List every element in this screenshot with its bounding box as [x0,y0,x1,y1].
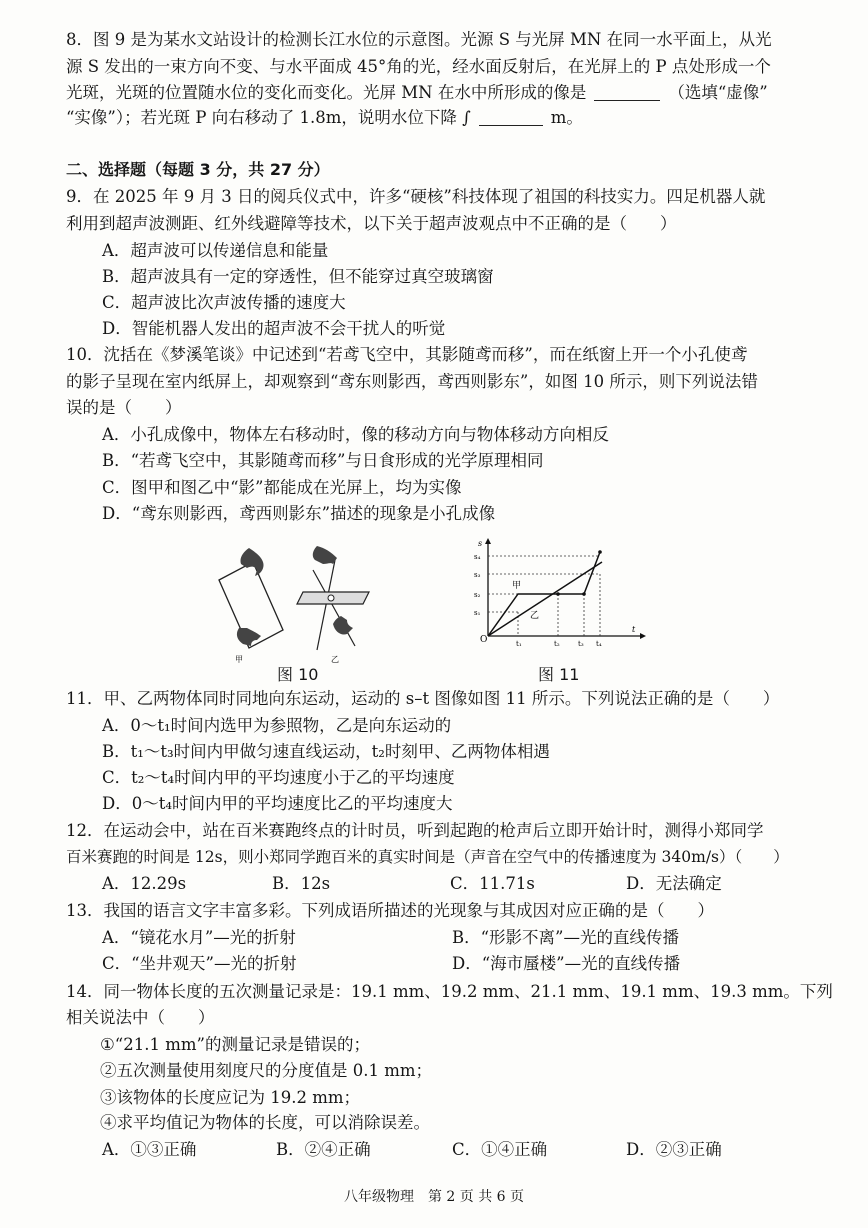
q10-option-b[interactable]: B．“若鸢飞空中，其影随鸢而移”与日食形成的光学原理相同 [102,451,544,470]
q11-option-d[interactable]: D．0～t₄时间内甲的平均速度比乙的平均速度大 [102,794,453,813]
q11-option-c[interactable]: C．t₂～t₄时间内甲的平均速度小于乙的平均速度 [102,768,455,787]
answer-blank-image-type[interactable] [594,84,660,101]
q8-line-4 [66,107,828,129]
kite-bird-icon-2 [313,546,337,564]
q14-option-a[interactable]: A．①③正确 [102,1140,197,1159]
q12-option-b[interactable]: B．12s [272,874,331,893]
q10-stem-1: 10．沈括在《梦溪笔谈》中记述到“若鸢飞空中，其影随鸢而移”，而在纸窗上开一个小孔使鸢 [66,345,748,364]
q14-item-4: ④求平均值记为物体的长度，可以消除误差。 [100,1113,430,1132]
figure-10-yi [297,546,369,664]
x-axis-label: t [632,625,636,634]
figure-10-pinhole [205,540,385,665]
q9-option-c[interactable]: C．超声波比次声波传播的速度大 [102,293,346,312]
q13-option-d[interactable]: D．“海市蜃楼”—光的直线传播 [452,954,681,973]
line-yi [488,562,602,636]
q14-option-b[interactable]: B．②④正确 [276,1140,371,1159]
ytick-s3: s₃ [474,571,481,579]
q14-stem-2: 相关说法中（ ） [66,1008,215,1027]
q8-line-1: 8．图 9 是为某水文站设计的检测长江水位的示意图。光源 S 与光屏 MN 在同一水平面上，从光 [66,30,772,49]
q10-option-c[interactable]: C．图甲和图乙中“影”都能成在光屏上，均为实像 [102,478,462,497]
xtick-t3: t₃ [578,640,584,648]
q9-option-a[interactable]: A．超声波可以传递信息和能量 [102,241,329,260]
q10-option-a[interactable]: A．小孔成像中，物体左右移动时，像的移动方向与物体移动方向相反 [102,425,609,444]
label-jia: 甲 [512,581,522,591]
q14-item-2: ②五次测量使用刻度尺的分度值是 0.1 mm； [100,1061,433,1080]
ytick-s4: s₄ [474,553,481,561]
q9-stem-1: 9．在 2025 年 9 月 3 日的阅兵仪式中，许多“硬核”科技体现了祖国的科技实力。四足机器人就 [66,187,766,206]
label-yi: 乙 [530,611,540,621]
q13-stem: 13．我国的语言文字丰富多彩。下列成语所描述的光现象与其成因对应正确的是（ ） [66,901,714,920]
figure-10-caption: 图 10 [277,665,319,684]
q12-stem-1: 12．在运动会中，站在百米赛跑终点的计时员，听到起跑的枪声后立即开始计时，测得小郑同学 [66,821,764,840]
q11-option-a[interactable]: A．0～t₁时间内选甲为参照物，乙是向东运动的 [102,716,452,735]
q10-option-d[interactable]: D．“鸢东则影西，鸢西则影东”描述的现象是小孔成像 [102,504,496,523]
xtick-t2: t₂ [554,640,560,648]
q14-stem-1: 14．同一物体长度的五次测量记录是：19.1 mm、19.2 mm、21.1 mm、19.1 mm、19.3 mm。下列 [66,982,833,1001]
figure-10-label-jia: 甲 [235,655,243,664]
figure-11-st-graph [472,536,648,652]
q9-option-d[interactable]: D．智能机器人发出的超声波不会干扰人的听觉 [102,319,446,338]
q14-item-3: ③该物体的长度应记为 19.2 mm； [100,1088,361,1107]
q8-line-3-text: 光斑，光斑的位置随水位的变化而变化。光屏 MN 在水中所形成的像是 [66,83,587,102]
q12-stem-2: 百米赛跑的时间是 12s，则小郑同学跑百米的真实时间是（声音在空气中的传播速度为 340m/s）（ ） [66,848,789,866]
q8-line-3 [66,82,828,104]
section-title: 二、选择题（每题 3 分，共 27 分） [66,160,330,179]
ytick-s1: s₁ [474,609,481,617]
q14-item-1: ①“21.1 mm”的测量记录是错误的； [100,1035,370,1054]
kite-bird-icon [240,548,263,576]
figure-11-caption: 图 11 [538,665,580,684]
q13-option-a[interactable]: A．“镜花水月”—光的折射 [102,928,296,947]
q12-option-c[interactable]: C．11.71s [450,874,535,893]
q9-option-b[interactable]: B．超声波具有一定的穿透性，但不能穿过真空玻璃窗 [102,267,494,286]
q8-line-3-tail: （选填“虚像” [668,83,768,102]
q9-stem-2: 利用到超声波测距、红外线避障等技术，以下关于超声波观点中不正确的是（ ） [66,214,677,233]
q11-option-b[interactable]: B．t₁～t₃时间内甲做匀速直线运动，t₂时刻甲、乙两物体相遇 [102,742,550,761]
y-axis-label: s [478,539,483,548]
q11-stem: 11．甲、乙两物体同时同地向东运动，运动的 s–t 图像如图 11 所示。下列说法正确的是（ ） [66,689,780,708]
q13-option-c[interactable]: C．“坐井观天”—光的折射 [102,954,297,973]
guide-lines [488,556,600,636]
q14-option-d[interactable]: D．②③正确 [626,1140,722,1159]
q12-option-a[interactable]: A．12.29s [102,874,187,893]
xtick-t4: t₄ [596,640,602,648]
q12-option-d[interactable]: D．无法确定 [626,874,722,893]
q8-line-4-text: “实像”）；若光斑 P 向右移动了 1.8m，说明水位下降 ∫ [66,108,471,127]
q13-option-b[interactable]: B．“形影不离”—光的直线传播 [452,928,679,947]
q10-stem-3: 误的是（ ） [66,398,182,417]
xtick-t1: t₁ [516,640,522,648]
q8-line-2: 源 S 发出的一束方向不变、与水平面成 45°角的光，经水面反射后，在光屏上的 P 点处形成一个 [66,57,771,76]
pinhole [328,595,334,601]
origin-label: O [480,635,488,645]
figure-10-label-yi: 乙 [331,655,339,664]
q14-option-c[interactable]: C．①④正确 [452,1140,548,1159]
ytick-s2: s₂ [474,591,481,599]
page-footer: 八年级物理 第 2 页 共 6 页 [343,1189,525,1205]
q10-stem-2: 的影子呈现在室内纸屏上，却观察到“鸢东则影西，鸢西则影东”，如图 10 所示，则下列说法错 [66,372,758,391]
answer-blank-water-drop[interactable] [479,109,543,126]
figure-10-jia [219,548,283,664]
kite-bird-image-icon-2 [333,616,353,635]
q8-line-4-tail: m。 [550,108,583,127]
